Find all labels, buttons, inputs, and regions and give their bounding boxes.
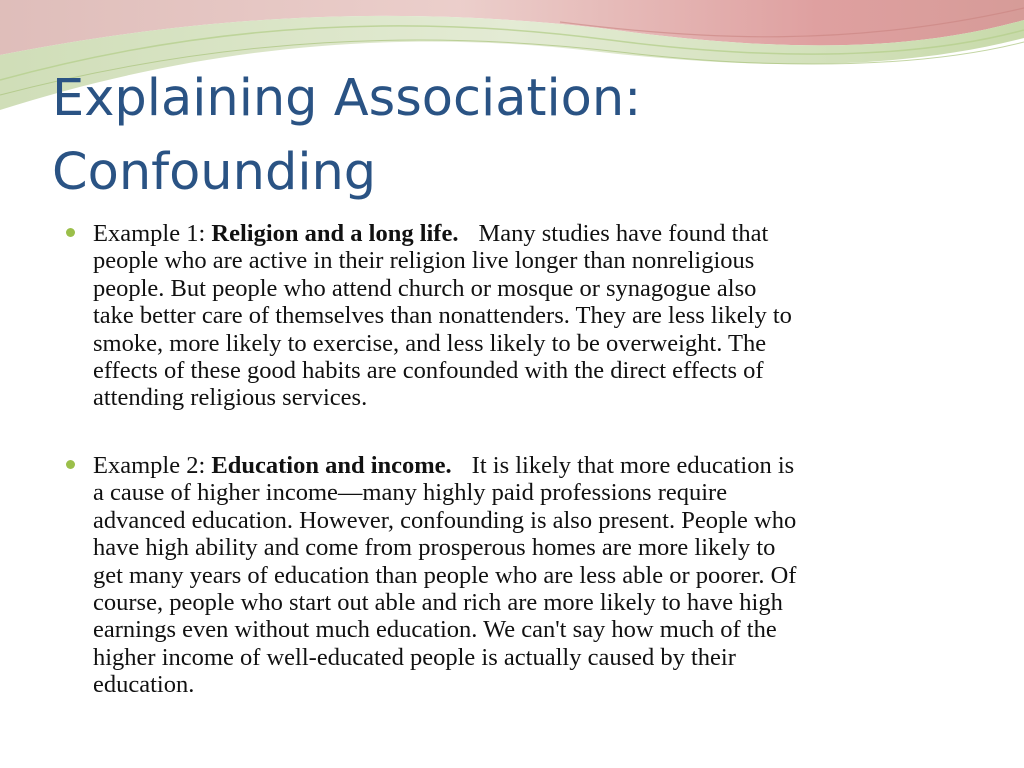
bullet-text-example-1 <box>93 220 973 412</box>
bullet-line-text: Many studies have found that <box>478 220 769 247</box>
bullet-line: get many years of education than people who are less able or poorer. Of <box>93 561 797 589</box>
bullet-heading: Religion and a long life. <box>211 220 459 247</box>
bullet-line: a cause of higher income—many highly paid professions require <box>93 479 728 507</box>
bullet-heading: Education and income. <box>211 452 452 479</box>
bullet-line: effects of these good habits are confounded with the direct effects of <box>93 357 764 385</box>
bullet-dot-icon <box>66 228 75 237</box>
bullet-dot-icon <box>66 460 75 469</box>
bullet-line <box>93 452 973 479</box>
slide-title-line-2: Confounding <box>52 143 377 202</box>
bullet-line <box>93 220 973 247</box>
bullet-line: attending religious services. <box>93 384 368 412</box>
bullet-line: take better care of themselves than nonattenders. They are less likely to <box>93 302 792 330</box>
bullet-text-example-2 <box>93 452 973 699</box>
bullet-line: people who are active in their religion live longer than nonreligious <box>93 247 755 275</box>
bullet-line: advanced education. However, confounding is also present. People who <box>93 506 797 534</box>
bullet-line: people. But people who attend church or mosque or synagogue also <box>93 274 757 302</box>
bullet-line: higher income of well-educated people is actually caused by their <box>93 643 736 671</box>
bullet-prefix: Example 2: <box>93 452 212 479</box>
slide-title <box>52 62 972 210</box>
bullet-line: earnings even without much education. We can't say how much of the <box>93 616 777 644</box>
bullet-line-text: It is likely that more education is <box>471 452 795 479</box>
bullet-line: have high ability and come from prosperous homes are more likely to <box>93 534 776 562</box>
bullet-line: smoke, more likely to exercise, and less likely to be overweight. The <box>93 329 767 357</box>
bullet-line: education. <box>93 671 195 699</box>
slide-title-line-1: Explaining Association: <box>52 69 642 128</box>
bullet-line: course, people who start out able and rich are more likely to have high <box>93 589 783 617</box>
bullet-prefix: Example 1: <box>93 220 212 247</box>
